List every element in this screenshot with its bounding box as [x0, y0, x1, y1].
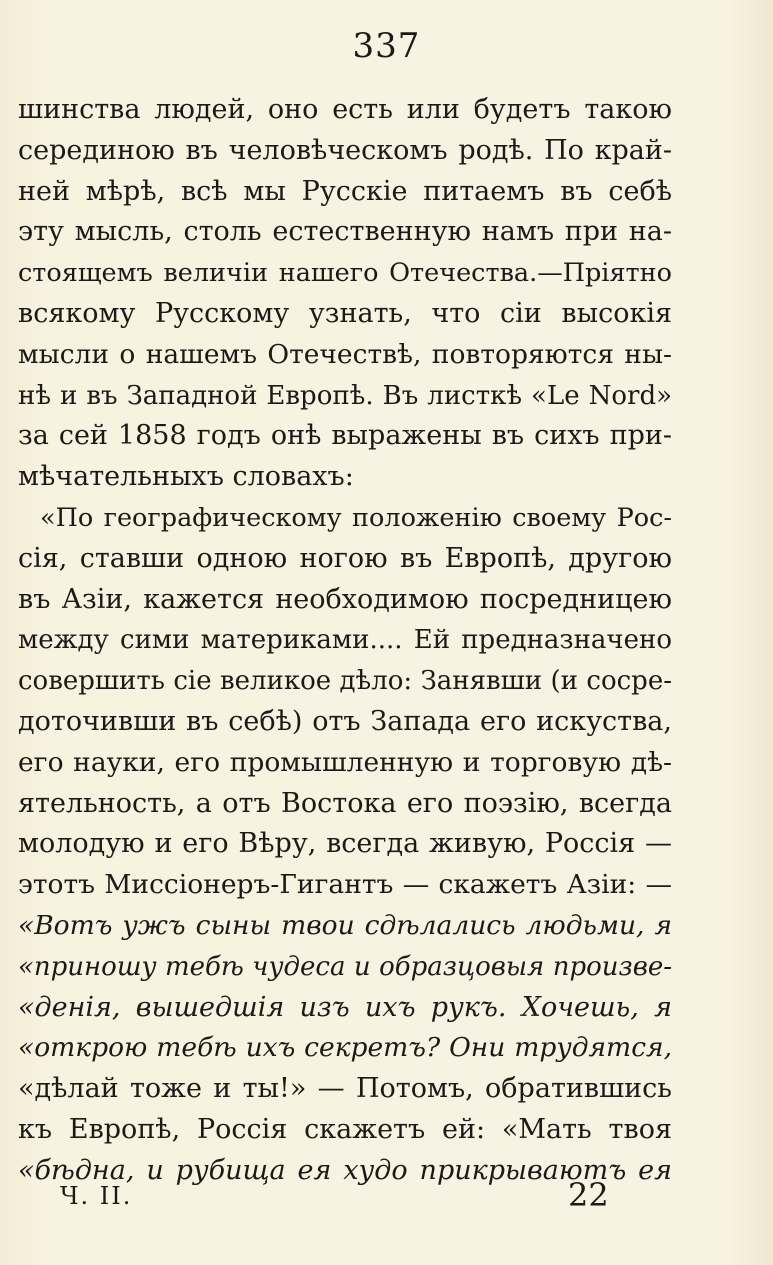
text-line: ней мѣрѣ, всѣ мы Русскіе питаемъ въ себѣ — [18, 175, 672, 207]
text-line: сія, ставши одною ногою въ Европѣ, другою — [18, 542, 672, 574]
text-line: за сей 1858 годъ онѣ выражены въ сихъ при- — [18, 420, 672, 452]
text-line: мысли о нашемъ Отечествѣ, повторяются ны- — [18, 338, 672, 370]
text-line: его науки, его промышленную и торговую дѣ- — [18, 746, 672, 778]
sheet-number: 22 — [568, 1176, 609, 1214]
text-line: нѣ и въ Западной Европѣ. Въ листкѣ «Le Nord» — [18, 380, 672, 411]
text-line: къ Европѣ, Россія скажетъ ей: «Мать твоя — [18, 1113, 672, 1145]
text-line: между сими материками.... Ей предназначено — [18, 625, 672, 656]
text-line: этотъ Миссіонеръ-Гигантъ — скажетъ Азіи: — — [18, 869, 672, 901]
text-line: «бѣдна, и рубища ея худо прикрываютъ ея — [18, 1154, 672, 1186]
text-line: ятельность, а отъ Востока его поэзію, всегда — [18, 787, 672, 819]
text-line: молодую и его Вѣру, всегда живую, Россія — — [18, 828, 672, 860]
text-line: въ Азіи, кажется необходимою посредницею — [18, 583, 672, 615]
text-line: «По географическому положенію своему Рос- — [40, 502, 672, 533]
text-line: эту мысль, столь естественную намъ при на- — [18, 216, 672, 248]
body-text — [18, 90, 672, 1192]
text-line: «приношу тебѣ чудеса и образцовыя произве- — [18, 951, 672, 982]
text-line: стоящемъ величіи нашего Отечества.—Пріятно — [18, 258, 672, 289]
text-line: мѣчательныхъ словахъ: — [18, 461, 354, 493]
text-line: «денія, вышедшія изъ ихъ рукъ. Хочешь, я — [18, 991, 672, 1023]
text-line: «открою тебѣ ихъ секретъ? Они трудятся, — [18, 1032, 672, 1064]
text-line: совершить сіе великое дѣло: Занявши (и сосре- — [18, 666, 672, 697]
text-line: серединою въ человѣческомъ родѣ. По край- — [18, 134, 672, 166]
text-line: доточивши въ себѣ) отъ Запада его искуства, — [18, 705, 672, 737]
text-line: «дѣлай тоже и ты!» — Потомъ, обратившись — [18, 1073, 672, 1105]
text-line: всякому Русскому узнать, что сіи высокія — [18, 297, 672, 329]
text-line: шинства людей, оно есть или будетъ такою — [18, 94, 672, 125]
page-number: 337 — [352, 26, 421, 66]
volume-signature: Ч. II. — [60, 1182, 133, 1210]
text-line: «Вотъ ужъ сыны твои сдѣлались людьми, я — [18, 909, 672, 941]
